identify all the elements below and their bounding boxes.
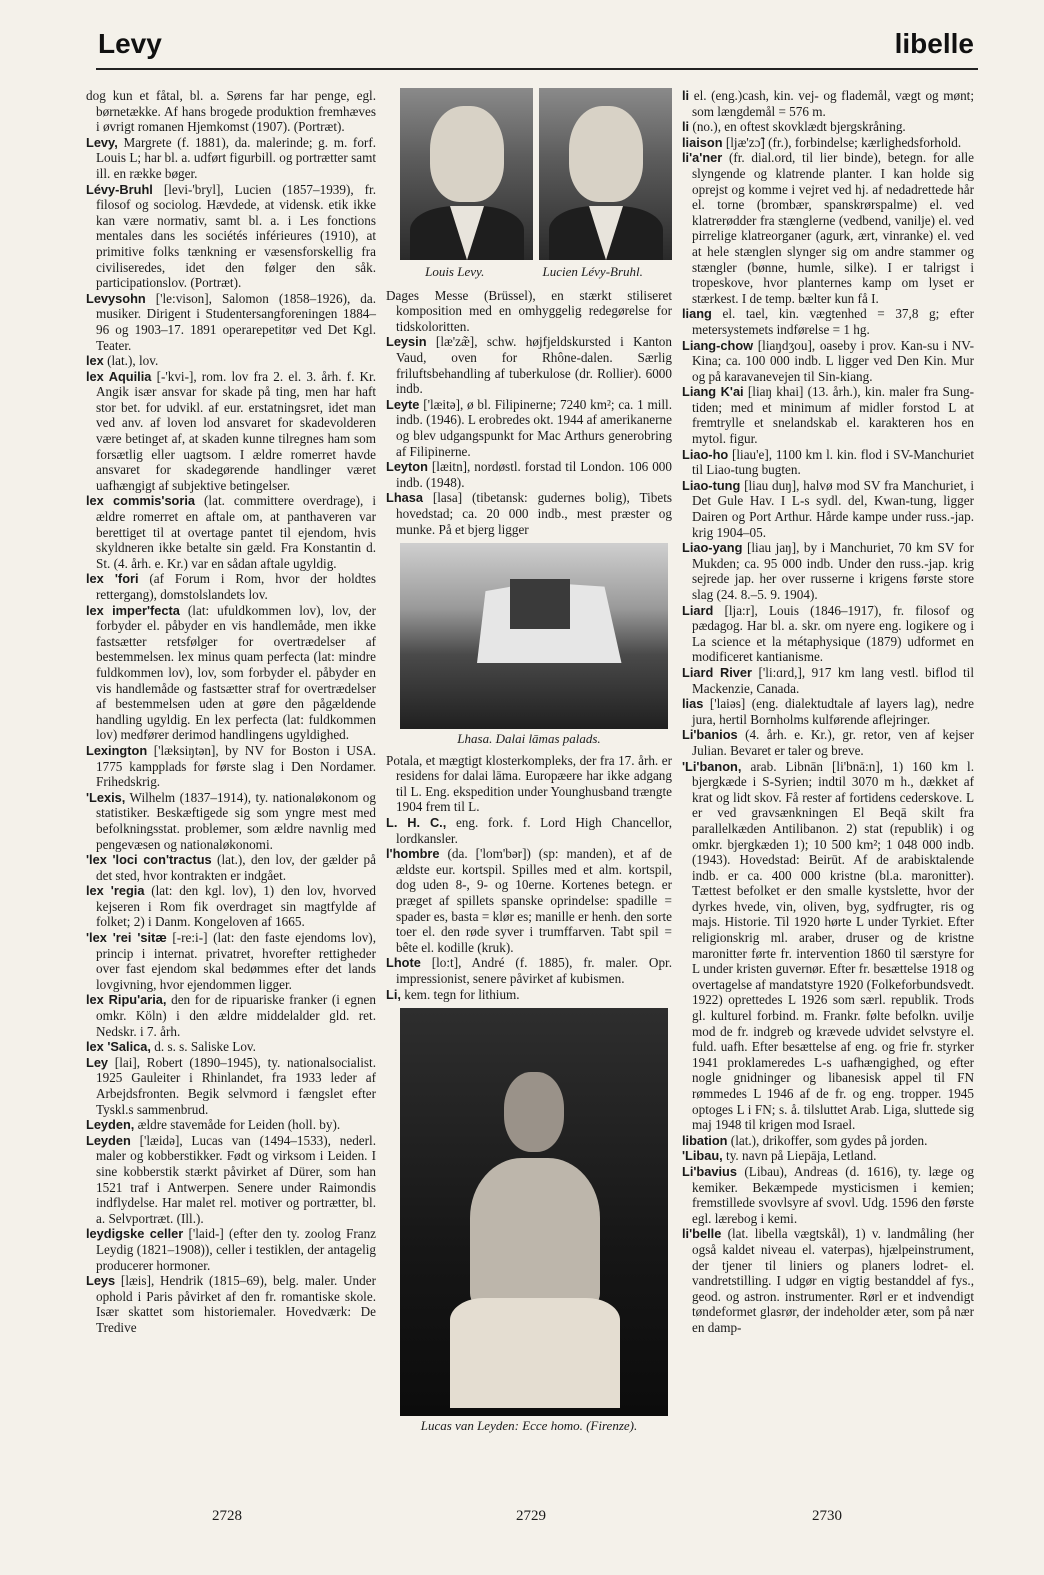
dictionary-entry bbox=[682, 1164, 974, 1226]
caption-ecce-homo: Lucas van Leyden: Ecce homo. (Firenze). bbox=[420, 1418, 638, 1434]
entry-headword: Lévy-Bruhl bbox=[86, 181, 153, 197]
entry-headword: 'lex 'loci con'tractus bbox=[86, 852, 212, 868]
entry-text: [liau'e], 1100 km l. kin. flod i SV-Manchuriet til Liao-tung bugten. bbox=[692, 446, 974, 478]
entry-text: [liau jaŋ], by i Manchuriet, 70 km SV for Mukden; ca. 95 000 indb. Under den russ.-jap. krig sejrede jap. her over russerne i krigens første store slag (24. 8.–5. 9. 1904). bbox=[692, 540, 974, 602]
dictionary-entry bbox=[86, 883, 376, 930]
entry-text: Dages Messe (Brüssel), en stærkt stiliseret komposition med en omhyggelig redegørelse for tidskoloritten. bbox=[386, 287, 672, 334]
entry-headword: Lhasa bbox=[386, 490, 423, 506]
entry-headword: lex imper'fecta bbox=[86, 602, 180, 618]
entry-headword: 'Libau, bbox=[682, 1148, 723, 1164]
dictionary-entry bbox=[86, 135, 376, 182]
entry-headword: lex commis'soria bbox=[86, 493, 196, 509]
entry-text: [-re:i-] (lat: den faste ejendoms lov), princip i internat. privatret, hvorefter rettigheder over fast ejendom skal bedømmes efter det lands lovgivning, hvor ejendommen ligger. bbox=[96, 930, 376, 992]
entry-text: [lo:t], André (f. 1885), fr. maler. Opr. impressionist, senere påvirket af kubismen. bbox=[396, 955, 672, 986]
entry-headword: li bbox=[682, 88, 690, 103]
dictionary-entry bbox=[86, 603, 376, 743]
entry-text: ['laid-] (efter den ty. zoolog Franz Leydig (1821–1908)), celler i testiklen, der antagelig producerer hormoner. bbox=[96, 1226, 377, 1273]
caption-lucien-levy-bruhl: Lucien Lévy-Bruhl. bbox=[542, 264, 643, 279]
dictionary-entry bbox=[86, 1039, 376, 1055]
entry-text: ['læksiŋtən], by NV for Boston i USA. 1775 kampplads for første slag i Den Nordamer. Frihedskrig. bbox=[96, 742, 376, 790]
dictionary-entry bbox=[682, 665, 974, 696]
entry-text: ['laiəs] (eng. dialektudtale af layers lag), nedre jura, hertil Bornholms kulførende aflejringer. bbox=[692, 696, 975, 727]
entry-headword: li bbox=[682, 119, 690, 135]
entry-headword: Leysin bbox=[386, 334, 427, 350]
dictionary-entry bbox=[86, 369, 376, 494]
entry-text: [læis], Hendrik (1815–69), belg. maler. Under ophold i Paris påvirket af den fr. romantiske skole. Især skattet som historiemaler. Hovedværk: De Tredive bbox=[96, 1273, 376, 1335]
entry-headword: Leyden, bbox=[86, 1117, 135, 1133]
entry-text: [liau duŋ], halvø mod SV fra Manchuriet, i Det Gule Hav. I L-s sydl. del, Kwan-tung, ligger Dairen og Port Arthur. Hårde kampe under russ.-jap. krig 1904–05. bbox=[692, 477, 975, 540]
entry-headword: 'Lexis, bbox=[86, 789, 126, 805]
entry-text: [ljæ'zɔ̃] (fr.), forbindelse; kærlighedsforhold. bbox=[725, 134, 962, 150]
dictionary-entry bbox=[682, 540, 974, 602]
dictionary-entry bbox=[386, 288, 672, 335]
entry-headword: Leyton bbox=[386, 459, 428, 475]
caption-lhasa: Lhasa. Dalai lāmas palads. bbox=[457, 731, 601, 747]
dictionary-entry bbox=[86, 1226, 376, 1273]
column-2-entries-b bbox=[386, 753, 672, 1003]
dictionary-entry bbox=[682, 759, 974, 1133]
dictionary-entry bbox=[682, 150, 974, 306]
dictionary-entry bbox=[86, 1273, 376, 1335]
dictionary-entry bbox=[86, 1133, 376, 1227]
entry-text: (lat. committere overdrage), i ældre romerret en aftale om, at panthaveren var berettiget til at overtage pantet til ejendom, hvis skyldneren ikke betalte sin gæld. Fra Konstantin d. St. (4. årh. e. Kr.) var en sådan aftale ugyldig. bbox=[96, 493, 376, 571]
entry-text: ['læidə], Lucas van (1494–1533), nederl. maler og kobberstikker. Født og virksom i Leiden. I sine kobberstik stærkt påvirket af Dürer, som han 1521 traf i Antwerpen. Senere under Raimondis indflydelse. Har malet rel. motiver og portrætter, bl. a. Selvportræt. (Ill.). bbox=[96, 1132, 376, 1226]
dictionary-entry bbox=[86, 493, 376, 571]
entry-text: (fr. dial.ord, til lier binde), betegn. for alle slyngende og klatrende planter. I kan holde sig oprejst og komme i vejret ved hj. af nedadrettede hår el. torne (brombær, spanskrørspalme) el. ved klatrerødder fra stænglerne (vedbend, vanilje) el. ved pirrelige klatreorganer (agurk, ært, vinranke) el. ved at hele stænglen slynger sig om andre stammer og stængler (bønne, humle, silke). I er talrigst i tropeskove, hvor planternes kamp om lyset er stærkest. I de temp. bælter kun få I. bbox=[692, 150, 975, 306]
entry-headword: Leyte bbox=[386, 396, 420, 412]
dictionary-entry bbox=[86, 291, 376, 353]
entry-headword: lex Aquilia bbox=[86, 368, 152, 384]
entry-headword: Liao-ho bbox=[682, 446, 729, 462]
dictionary-entry bbox=[86, 88, 376, 135]
entry-text: ty. navn på Liepāja, Letland. bbox=[726, 1148, 877, 1164]
entry-text: d. s. s. Saliske Lov. bbox=[154, 1039, 256, 1055]
dictionary-entry bbox=[86, 353, 376, 369]
dictionary-entry bbox=[86, 1117, 376, 1133]
entry-headword: lex Ripu'aria, bbox=[86, 992, 167, 1008]
portrait-captions bbox=[396, 264, 672, 280]
column-3 bbox=[682, 88, 974, 1336]
dictionary-entry bbox=[86, 1055, 376, 1117]
entry-text: eng. fork. f. Lord High Chancellor, lordkansler. bbox=[396, 815, 672, 846]
dictionary-entry bbox=[682, 447, 974, 478]
entry-text: (da. ['lom'bər]) (sp: manden), et af de ældste eur. kortspil. Spilles med et alm. kortspil, dog uden 8-, 9- og 10erne. Kortenes betegn. er præget af spillets spanske oprindelse: spadille = spader es, basta = klør es; manille er henh. den sorte toer el. den røde syver i trumffarven. Tabt spil = bête el. kodille (kruk). bbox=[396, 846, 673, 955]
entry-text: (lat: den kgl. lov), 1) den lov, hvorved kejseren i Rom fik overdraget sin magtfylde af folket; 2) i Danm. Kongeloven af 1665. bbox=[96, 883, 376, 930]
entry-headword: Liard bbox=[682, 602, 714, 618]
dictionary-entry bbox=[682, 727, 974, 758]
entry-text: (lat.), den lov, der gælder på det sted, hvor kontrakten er indgået. bbox=[96, 852, 376, 883]
entry-headword: Ley bbox=[86, 1054, 109, 1070]
entry-text: [lja:r], Louis (1846–1917), fr. filosof og pædagog. Har bl. a. skr. om nyere eng. logikere og i La science et la métaphysique (1879) udformet en modificeret kantianisme. bbox=[692, 602, 975, 665]
photo-ecce-homo bbox=[400, 1008, 668, 1416]
entry-headword: Lhote bbox=[386, 955, 421, 971]
entry-headword: Lexington bbox=[86, 742, 148, 758]
entry-text: [levi-'bryl], Lucien (1857–1939), fr. filosof og sociolog. Hævdede, at vidensk. etik ikke kan være normativ, samt bl. a. i Les fonctions mentales dans les sociétés inférieures (1910), at primitive folks tænkning er væsensforskellig fra civiliseredes, idet den følger den såk. participationslov. (Portræt). bbox=[96, 181, 377, 291]
dictionary-entry bbox=[682, 1148, 974, 1164]
entry-headword: Liao-tung bbox=[682, 477, 741, 493]
entry-headword: Levy, bbox=[86, 134, 118, 150]
dictionary-entry bbox=[682, 1133, 974, 1149]
entry-text: [lasa] (tibetansk: gudernes bolig), Tibets hovedstad; ca. 20 000 indb., mest præster og munke. På et bjerg ligger bbox=[396, 490, 672, 537]
entry-text: ['li:ɑrd,], 917 km lang vestl. biflod til Mackenzie, Canada. bbox=[692, 664, 974, 696]
entry-headword: 'lex 'rei 'sitæ bbox=[86, 930, 167, 946]
entry-headword: Li'banios bbox=[682, 727, 738, 743]
entry-text: (lat. libella vægtskål), 1) v. landmåling (her også kaldet niveau el. vaterpas), hjælpeinstrument, der tjener til liniers og planers lodret- el. vandretstilling. I udgør en vigtig bestanddel af fys., geod. og astron. instrumenter. Rørl er et indvendigt tøndeformet glasrør, der indeholder æter, som på nær en damp- bbox=[692, 1226, 975, 1335]
dictionary-entry bbox=[86, 852, 376, 883]
dictionary-entry bbox=[386, 753, 672, 815]
entry-headword: 'Li'banon, bbox=[682, 758, 742, 774]
entry-text: (lat: ufuldkommen lov), lov, der forbyder el. påbyder en vis handlemåde, men ikke fastsætter retsfølger for overtrædelser af bestemmelsen. lex minus quam perfecta (lat: mindre fuldkommen lov), lov, som forbyder el. påbyder en vis handlemåde og fastsætter straf for overtrædelser af bestemmelsen uden at gøre den pågældende handling ugyldig. En lex perfecta (lat: fuldkommen lov) medfører derimod handlingens ugyldighed. bbox=[96, 602, 376, 743]
entry-text: (no.), en oftest skovklædt bjergskråning. bbox=[692, 119, 906, 135]
page-number-right: 2730 bbox=[812, 1508, 842, 1524]
entry-text: [læitn], nordøstl. forstad til London. 106 000 indb. (1948). bbox=[396, 459, 672, 490]
dictionary-entry bbox=[86, 790, 376, 852]
entry-text: arab. Libnān [li'bnā:n], 1) 160 km l. bjergkæde i S-Syrien; indtil 3070 m h., dækket af krat og lidt skov. Få rester af fortidens cederskove. L er ved gravsænkningen El Beqā skilt fra parallelkæden Antilibanon. 2) stat (republik) i og omkr. bjergkæden 1); 10 500 km²; 1 048 000 indb. (1943). Hovedstad: Beirūt. Af de arabisktalende indb. er ca. 400 000 kristne (bl.a. maronitter). Tættest befolket er den smalle kystslette, hvor der dyrkes hvede, vin, oliven, byg, sydfrugter, ris og majs. Historie. Til 1920 hørte L under Tyrkiet. Efter religionskrig ml. araber, druser og de kristne maronitter førte fr. intervention 1860 til særstyre for L under kristen guvernør. Efter fr. besættelse 1918 og overtagelse af mandatstyre 1920 (Folkeforbundsvedt. 1922) oprettedes L 1926 som særl. republik. Trods gl. kulturel forbind. m. Frankr. følte befolkn. uvilje mod de fr. indgreb og krævede udvidet selvstyre el. fuld. uafh. Efter besættelse af eng. og frie fr. styrker 1941 proklameredes L-s uafhængighed, og efter nogle gnidninger og libanesisk appel til FN rømmedes L 1946 af de fr. og eng. tropper. 1945 optoges L i FN; s. å. tilsluttet Arab. Liga, sluttede sig maj 1948 til krigen mod Israel. bbox=[692, 758, 974, 1133]
entry-headword: liang bbox=[682, 306, 712, 322]
entry-headword: libation bbox=[682, 1132, 728, 1148]
entry-headword: Leyden bbox=[86, 1132, 131, 1148]
header-rule bbox=[96, 68, 978, 70]
entry-headword: leydigske celler bbox=[86, 1226, 184, 1242]
column-1 bbox=[86, 88, 376, 1336]
dictionary-entry bbox=[386, 334, 672, 396]
entry-headword: lex bbox=[86, 353, 104, 369]
portrait-lucien-levy-bruhl bbox=[539, 88, 672, 260]
dictionary-entry bbox=[386, 955, 672, 986]
entry-headword: L. H. C., bbox=[386, 815, 447, 831]
portrait-louis-levy bbox=[400, 88, 533, 260]
entry-text: Wilhelm (1837–1914), ty. nationaløkonom og statistiker. Beskæftigede sig som yngre mest med befolkningsstat. problemer, som ældre navnlig med pengevæsen og nationaløkonomi. bbox=[96, 789, 376, 852]
dictionary-entry bbox=[86, 182, 376, 291]
entry-headword: lex 'Salica, bbox=[86, 1039, 151, 1055]
column-2 bbox=[386, 88, 672, 1440]
entry-headword: l'hombre bbox=[386, 846, 440, 862]
dictionary-entry bbox=[386, 459, 672, 490]
entry-headword: liaison bbox=[682, 134, 723, 150]
entry-text: el. tael, kin. vægtenhed = 37,8 g; efter metersystemets indførelse = 1 hg. bbox=[692, 306, 975, 337]
entry-text: [liaŋdʒou], oaseby i prov. Kan-su i NV-Kina; ca. 100 000 indb. L ligger ved Den Kin. Mur og på karavanevejen til Sin-kiang. bbox=[692, 337, 975, 384]
running-head-left: Levy bbox=[98, 28, 162, 59]
dictionary-entry bbox=[86, 992, 376, 1039]
dictionary-entry bbox=[682, 119, 974, 135]
entry-text: (lat.), lov. bbox=[107, 353, 159, 369]
entry-text: (Libau), Andreas (d. 1616), ty. læge og kemiker. Bekæmpede mysticismen i kemien; fremstillede svovlsyre af svovl. Udg. 1596 den første egl. lærebog i kemi. bbox=[692, 1163, 974, 1226]
photo-lhasa-palace bbox=[400, 543, 668, 729]
entry-headword: Leys bbox=[86, 1273, 116, 1289]
entry-text: ['læitə], ø bl. Filipinerne; 7240 km²; ca. 1 mill. indb. (1946). L erobredes okt. 1944 af amerikanerne og blev udgangspunkt for Mac Arthurs generobring af Filipinerne. bbox=[396, 396, 672, 459]
entry-text: (4. årh. e. Kr.), gr. retor, ven af kejser Julian. Bevaret er taler og breve. bbox=[692, 727, 975, 758]
entry-text: Potala, et mægtigt klosterkompleks, der fra 17. årh. er residens for dalai lāma. Europæere har ikke adgang til L. Eng. ekspedition under Younghusband trængte 1904 frem til L. bbox=[386, 752, 672, 815]
dictionary-entry bbox=[86, 930, 376, 992]
dictionary-entry bbox=[682, 603, 974, 665]
dictionary-entry bbox=[86, 571, 376, 602]
dictionary-entry bbox=[682, 338, 974, 385]
entry-text: ['le:vison], Salomon (1858–1926), da. musiker. Dirigent i Studentersangforeningen 1884–96 og 1903–17. 1891 operarepetitør ved Det Kgl. Teater. bbox=[96, 290, 376, 353]
dictionary-entry bbox=[682, 696, 974, 727]
entry-headword: Liard River bbox=[682, 664, 753, 680]
dictionary-entry bbox=[86, 743, 376, 790]
entry-text: [liaŋ khai] (13. årh.), kin. maler fra Sung-tiden; med et minimum af midler forstod L at fremtrylle et snelandskab el. karakteren hos en mytol. figur. bbox=[692, 384, 975, 447]
dictionary-entry bbox=[386, 846, 672, 955]
dictionary-entry bbox=[682, 88, 974, 119]
entry-headword: Li'bavius bbox=[682, 1163, 737, 1179]
entry-text: [-'kvi-], rom. lov fra 2. el. 3. årh. f. Kr. Angik især ansvar for skade på ting, men har haft stor bet. for udvikl. af eur. erstatningsret, idet man ved anv. af loven lod ansvaret for skadevolderen være betinget af, at skaden kunne tilregnes ham som forsætlig eller uagtsom. I ældre romerret havde ansvaret for skadegørende handlinger været uafhængigt af subjektive betingelser. bbox=[96, 368, 377, 493]
dictionary-entry bbox=[682, 478, 974, 540]
entry-text: kem. tegn for lithium. bbox=[404, 986, 520, 1002]
caption-louis-levy: Louis Levy. bbox=[425, 264, 485, 279]
entry-headword: li'a'ner bbox=[682, 150, 723, 166]
entry-text: (af Forum i Rom, hvor der holdtes rettergang), domstolslandets lov. bbox=[96, 571, 376, 602]
dictionary-entry bbox=[682, 306, 974, 337]
entry-headword: Li, bbox=[386, 986, 401, 1002]
entry-headword: li'belle bbox=[682, 1226, 722, 1242]
entry-text: (lat.), drikoffer, som gydes på jorden. bbox=[730, 1132, 928, 1148]
entry-text: el. (eng.)cash, kin. vej- og flademål, vægt og mønt; som længdemål = 576 m. bbox=[692, 88, 974, 119]
entry-headword: lex 'fori bbox=[86, 571, 139, 587]
entry-headword: lex 'regia bbox=[86, 883, 145, 899]
entry-text: den for de ripuariske franker (i egnen omkr. Köln) i den ældre middelalder gld. ret. Nedskr. i 7. årh. bbox=[96, 992, 376, 1039]
entry-headword: Liang-chow bbox=[682, 337, 754, 353]
dictionary-entry bbox=[386, 815, 672, 846]
portrait-row bbox=[400, 88, 672, 260]
dictionary-entry bbox=[386, 987, 672, 1003]
column-2-entries-a bbox=[386, 288, 672, 538]
dictionary-entry bbox=[682, 384, 974, 446]
running-head-right: libelle bbox=[894, 28, 974, 59]
entry-headword: Liang K'ai bbox=[682, 384, 744, 400]
entry-text: [lai], Robert (1890–1945), ty. nationalsocialist. 1925 Gauleiter i Rhinlandet, fra 1933 leder af Arbejdsfronten. Begik selvmord i fængslet efter Tyskl.s sammenbrud. bbox=[96, 1054, 376, 1117]
entry-text: [læ'zæ̃], schw. højfjeldskursted i Kanton Vaud, oven for Rhône-dalen. Særlig friluftsbehandling af tuberkulose (dr. Rollier). 6000 indb. bbox=[396, 334, 672, 397]
dictionary-entry bbox=[386, 397, 672, 459]
page-number-left: 2728 bbox=[212, 1508, 242, 1524]
entry-headword: Levysohn bbox=[86, 290, 146, 306]
entry-text: Margrete (f. 1881), da. malerinde; g. m. forf. Louis L; har bl. a. udført figurbill. og portrætter samt ill. en række bøger. bbox=[96, 134, 377, 181]
entry-headword: lias bbox=[682, 696, 704, 712]
entry-text: dog kun et fåtal, bl. a. Sørens far har penge, egl. børnetække. Af hans brogede produktion fremhæves i øvrigt romanen Hjemkomst (1907). (Portræt). bbox=[86, 88, 376, 135]
dictionary-entry bbox=[386, 490, 672, 537]
entry-text: ældre stavemåde for Leiden (holl. by). bbox=[137, 1117, 341, 1133]
dictionary-entry bbox=[682, 1226, 974, 1335]
page-number-center: 2729 bbox=[516, 1508, 546, 1524]
dictionary-entry bbox=[682, 135, 974, 151]
entry-headword: Liao-yang bbox=[682, 540, 743, 556]
